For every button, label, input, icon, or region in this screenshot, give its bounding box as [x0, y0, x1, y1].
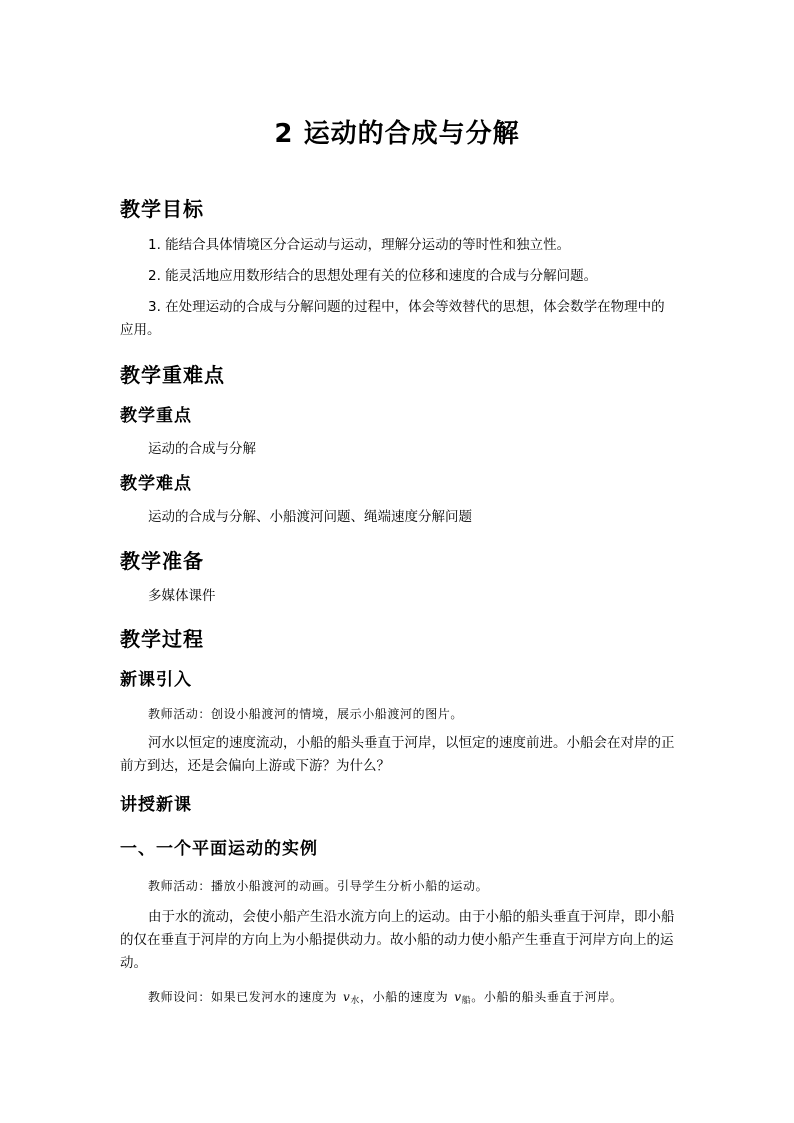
part1-paragraph: 由于水的流动，会使小船产生沿水流方向上的运动。由于小船的船头垂直于河岸，即小船的仅在垂直于河岸的方向上为小船提供动力。故小船的动力使小船产生垂直于河岸方向上的运动。 — [120, 909, 675, 971]
heading-preparation: 教学准备 — [120, 549, 204, 573]
part1-teacher-question — [148, 986, 668, 1013]
heading-key-points: 教学重点 — [120, 406, 192, 426]
heading-intro: 新课引入 — [120, 670, 192, 690]
difficult-points-text: 运动的合成与分解、小船渡河问题、绳端速度分解问题 — [148, 509, 472, 525]
part1-teacher-activity: 教师活动：播放小船渡河的动画。引导学生分析小船的运动。 — [148, 879, 489, 893]
heading-part-1: 一、一个平面运动的实例 — [120, 839, 318, 859]
velocity-boat-subscript: 船 — [461, 996, 472, 1006]
velocity-boat-symbol: v — [454, 990, 462, 1004]
page-title: 2 运动的合成与分解 — [274, 119, 520, 149]
heading-lecture: 讲授新课 — [120, 795, 192, 815]
preparation-text: 多媒体课件 — [148, 588, 216, 604]
goal-item-1: 1. 能结合具体情境区分合运动与运动，理解分运动的等时性和独立性。 — [148, 237, 571, 253]
question-text-b: ，小船的速度为 — [360, 990, 449, 1004]
heading-difficult-points: 教学难点 — [120, 474, 192, 494]
question-text-c: 。小船的船头垂直于河岸。 — [471, 990, 623, 1004]
goal-item-3: 3. 在处理运动的合成与分解问题的过程中，体会等效替代的思想，体会数学在物理中的应用。 — [120, 299, 665, 338]
question-text-a: 教师设问：如果已发河水的速度为 — [148, 990, 338, 1004]
intro-teacher-activity: 教师活动：创设小船渡河的情境，展示小船渡河的图片。 — [148, 707, 464, 721]
intro-paragraph: 河水以恒定的速度流动，小船的船头垂直于河岸，以恒定的速度前进。小船会在对岸的正前方到达，还是会偏向上游或下游？为什么？ — [120, 735, 675, 774]
heading-process: 教学过程 — [120, 627, 204, 651]
goal-item-2: 2. 能灵活地应用数形结合的思想处理有关的位移和速度的合成与分解问题。 — [148, 268, 598, 284]
heading-key-difficult: 教学重难点 — [120, 363, 225, 387]
velocity-water-subscript: 水 — [350, 996, 361, 1006]
velocity-water-symbol: v — [343, 990, 351, 1004]
key-points-text: 运动的合成与分解 — [148, 441, 256, 457]
heading-goals: 教学目标 — [120, 197, 204, 221]
